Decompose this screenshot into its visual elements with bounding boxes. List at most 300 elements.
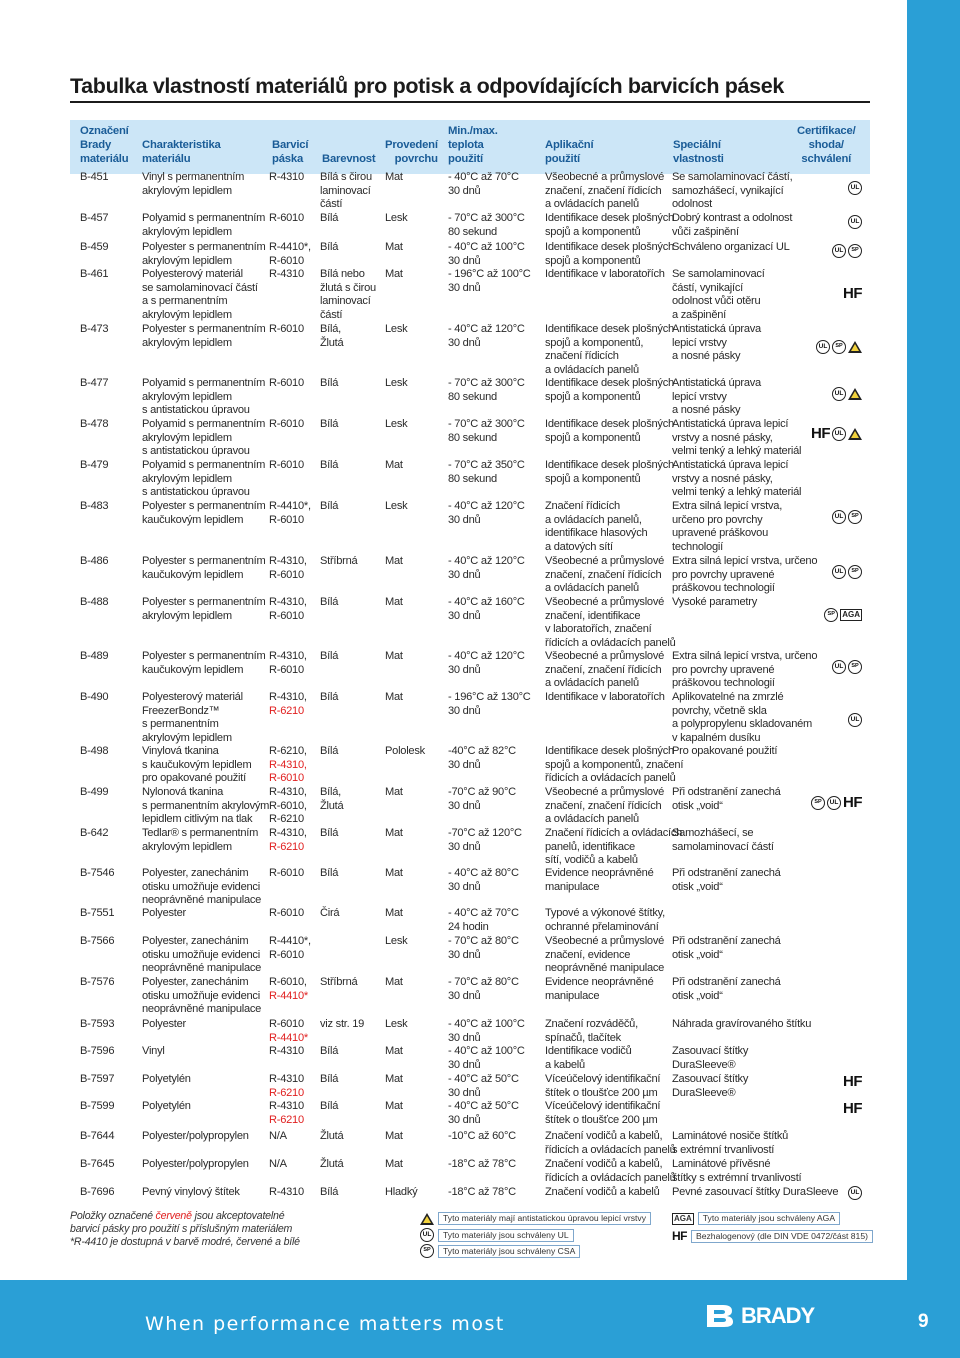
- finish-value: Mat: [385, 241, 403, 253]
- color-value: Žlutá: [320, 1130, 344, 1142]
- ribbon-cell: [269, 500, 311, 527]
- temperature-range: - 70°C až 350°C 80 sekund: [448, 459, 525, 485]
- color-value: Bílá nebo žlutá s čirou laminovací částí: [320, 268, 376, 321]
- material-code: B-498: [80, 745, 109, 757]
- special-properties: Extra silná lepicí vrstva, určeno pro povrchy upravené práškovou technologií: [672, 650, 818, 690]
- finish-value: Mat: [385, 827, 403, 839]
- color-value: Bílá: [320, 1186, 339, 1198]
- ul-icon: UL: [832, 244, 846, 258]
- temperature-range: -18°C až 78°C: [448, 1186, 516, 1198]
- finish-value: Mat: [385, 459, 403, 471]
- special-properties: Samozhášecí, se samolaminovací částí: [672, 827, 774, 853]
- application-text: Všeobecné a průmyslové značení, značení řídicích a ovládacích panelů: [545, 171, 665, 211]
- page-title: Tabulka vlastností materiálů pro potisk a odpovídajících barvicích pásek: [70, 74, 784, 98]
- material-description: Polyetylén: [142, 1073, 191, 1085]
- application-text: Všeobecné a průmyslové značení, značení řídicích a ovládacích panelů: [545, 650, 665, 690]
- header-special: Speciální vlastnosti: [673, 139, 724, 165]
- legend-hf: [672, 1228, 873, 1244]
- special-properties: Extra silná lepicí vrstva, určeno pro povrchy upravené práškovou technologií: [672, 555, 818, 595]
- ribbon-cell: [269, 323, 304, 337]
- color-value: Bílá, Žlutá: [320, 786, 344, 812]
- certification-icons: [811, 426, 862, 442]
- temperature-range: - 40°C až 120°C 30 dnů: [448, 650, 525, 676]
- special-properties: Schváleno organizací UL: [672, 241, 790, 253]
- footnote-line3: *R-4410 je dostupná v barvě modré, červené a bílé: [70, 1236, 300, 1249]
- application-text: Identifikace desek plošných spojů a komponentů: [545, 377, 674, 403]
- finish-value: Mat: [385, 1130, 403, 1142]
- application-text: Značení vodičů a kabelů: [545, 1186, 660, 1198]
- finish-value: Lesk: [385, 935, 408, 947]
- header-characteristics: Charakteristika materiálu: [142, 139, 221, 165]
- ribbon-cell: [269, 907, 304, 921]
- slogan: When performance matters most: [145, 1313, 505, 1335]
- material-code: B-451: [80, 171, 109, 183]
- certification-icons: [811, 795, 862, 811]
- ribbon-cell: [269, 377, 304, 391]
- material-code: B-7566: [80, 935, 115, 947]
- material-description: Nylonová tkanina s permanentním akrylovým lepidlem citlivým na tlak: [142, 786, 270, 826]
- legend-aga: [672, 1212, 840, 1225]
- ribbon-value: N/A: [269, 1130, 287, 1142]
- temperature-range: - 70°C až 300°C 80 sekund: [448, 377, 525, 403]
- color-value: Bílá: [320, 1100, 339, 1112]
- material-description: Polyester s permanentním kaučukovým lepidlem: [142, 500, 266, 526]
- material-description: Polyester s permanentním akrylovým lepidlem: [142, 596, 266, 622]
- color-value: Bílá: [320, 867, 339, 879]
- ribbon-value: R-4310,: [269, 691, 307, 703]
- ribbon-cell: [269, 1100, 304, 1127]
- certification-icons: [824, 608, 862, 622]
- ribbon-value: R-6010: [269, 323, 304, 335]
- special-properties: Se samolaminovací částí, vynikající odolnost vůči otěru a zašpinění: [672, 268, 765, 321]
- application-text: Identifikace desek plošných spojů a komponentů: [545, 241, 674, 267]
- side-accent-bar: [907, 0, 960, 1280]
- color-value: viz str. 19: [320, 1018, 365, 1030]
- special-properties: Při odstranění zanechá otisk „void“: [672, 786, 781, 812]
- footnote: [70, 1210, 300, 1250]
- material-description: Polyesterový materiál se samolaminovací částí a s permanentním akrylovým lepidlem: [142, 268, 258, 321]
- finish-value: Lesk: [385, 418, 408, 430]
- temperature-range: - 40°C až 50°C 30 dnů: [448, 1100, 519, 1126]
- color-value: Bílá: [320, 650, 339, 662]
- legend-esd: [420, 1212, 651, 1225]
- application-text: Všeobecné a průmyslové značení, evidence neoprávněné manipulace: [545, 935, 665, 975]
- finish-value: Mat: [385, 555, 403, 567]
- ul-icon: UL: [848, 713, 862, 727]
- ribbon-value: R-4310, R-6010, R-6210: [269, 786, 307, 826]
- ul-icon: UL: [832, 565, 846, 579]
- finish-value: Mat: [385, 1158, 403, 1170]
- material-code: B-486: [80, 555, 109, 567]
- application-text: Evidence neoprávněné manipulace: [545, 976, 654, 1002]
- certification-icons: [848, 181, 862, 195]
- material-code: B-7645: [80, 1158, 115, 1170]
- finish-value: Mat: [385, 1100, 403, 1112]
- application-text: Identifikace v laboratořích: [545, 691, 665, 703]
- material-code: B-473: [80, 323, 109, 335]
- hf-icon: HF: [843, 794, 862, 811]
- temperature-range: - 40°C až 50°C 30 dnů: [448, 1073, 519, 1099]
- finish-value: Mat: [385, 867, 403, 879]
- finish-value: Mat: [385, 650, 403, 662]
- footnote-line2: barvicí pásky pro použití s příslušným materiálem: [70, 1223, 293, 1236]
- hf-icon: HF: [672, 1229, 687, 1243]
- material-code: B-478: [80, 418, 109, 430]
- ribbon-cell: [269, 935, 311, 962]
- finish-value: Lesk: [385, 500, 408, 512]
- certification-icons: [832, 244, 862, 258]
- finish-value: Mat: [385, 691, 403, 703]
- material-code: B-7597: [80, 1073, 115, 1085]
- csa-icon: SP: [848, 660, 862, 674]
- finish-value: Lesk: [385, 1018, 408, 1030]
- legend-ul: [420, 1228, 574, 1242]
- footnote-line1c: jsou akceptovatelné: [191, 1210, 285, 1222]
- color-value: Bílá, Žlutá: [320, 323, 344, 349]
- application-text: Značení vodičů a kabelů, řídicích a ovládacích panelů: [545, 1158, 676, 1184]
- temperature-range: - 40°C až 70°C 24 hodin: [448, 907, 519, 933]
- material-description: Tedlar® s permanentním akrylovým lepidlem: [142, 827, 259, 853]
- ribbon-cell: [269, 1158, 287, 1172]
- header-finish: Provedení povrchu: [385, 139, 438, 165]
- finish-value: Hladký: [385, 1186, 418, 1198]
- ribbon-cell: [269, 691, 307, 718]
- certification-icons: [848, 215, 862, 229]
- ribbon-cell: [269, 1045, 304, 1059]
- material-code: B-461: [80, 268, 109, 280]
- ribbon-cell: [269, 976, 308, 1003]
- color-value: Bílá: [320, 827, 339, 839]
- ribbon-value: R-6010: [269, 418, 304, 430]
- material-description: Polyester: [142, 907, 186, 919]
- temperature-range: - 70°C až 80°C 30 dnů: [448, 976, 519, 1002]
- legend-ul-text: Tyto materiály jsou schváleny UL: [438, 1229, 574, 1242]
- color-value: Bílá: [320, 1045, 339, 1057]
- ribbon-value-acceptable: R-4310, R-6010: [269, 758, 307, 785]
- material-description: Polyester: [142, 1018, 186, 1030]
- material-code: B-7596: [80, 1045, 115, 1057]
- temperature-range: - 40°C až 160°C 30 dnů: [448, 596, 525, 622]
- ribbon-value: R-4310: [269, 1100, 304, 1112]
- color-value: Stříbrná: [320, 976, 358, 988]
- material-description: Polyester s permanentním akrylovým lepidlem: [142, 323, 266, 349]
- legend-esd-text: Tyto materiály mají antistatickou úpravou lepicí vrstvy: [438, 1212, 651, 1225]
- header-certification: Certifikace/ shoda/ schválení: [797, 125, 856, 165]
- material-description: Polyester/polypropylen: [142, 1158, 249, 1170]
- hf-icon: HF: [843, 1100, 862, 1117]
- ribbon-value: R-6010: [269, 1018, 304, 1030]
- ribbon-cell: [269, 241, 311, 268]
- ribbon-value-acceptable: R-4410*: [269, 1031, 308, 1044]
- application-text: Identifikace desek plošných spojů a komponentů: [545, 459, 674, 485]
- brand-name: BRADY: [741, 1303, 815, 1328]
- page-number: 9: [918, 1311, 929, 1332]
- ul-icon: UL: [832, 510, 846, 524]
- material-description: Polyamid s permanentním akrylovým lepidlem s antistatickou úpravou: [142, 377, 266, 417]
- color-value: Bílá: [320, 691, 339, 703]
- temperature-range: - 40°C až 80°C 30 dnů: [448, 867, 519, 893]
- finish-value: Mat: [385, 596, 403, 608]
- color-value: Bílá s čirou laminovací částí: [320, 171, 372, 211]
- brady-logo: [705, 1303, 814, 1329]
- color-value: Bílá: [320, 212, 339, 224]
- header-application: Aplikační použití: [545, 139, 594, 165]
- special-properties: Antistatická úprava lepicí vrstvy a nosné pásky, velmi tenký a lehký materiál: [672, 459, 802, 499]
- special-properties: Při odstranění zanechá otisk „void“: [672, 976, 781, 1002]
- csa-icon: SP: [832, 340, 846, 354]
- temperature-range: - 40°C až 70°C 30 dnů: [448, 171, 519, 197]
- material-description: Polyetylén: [142, 1100, 191, 1112]
- finish-value: Mat: [385, 976, 403, 988]
- application-text: Značení rozváděčů, spínačů, tlačítek: [545, 1018, 638, 1044]
- ribbon-cell: [269, 650, 307, 677]
- ribbon-value-acceptable: R-6210: [269, 1113, 304, 1126]
- special-properties: Pevné zasouvací štítky DuraSleeve: [672, 1186, 839, 1198]
- color-value: Bílá: [320, 418, 339, 430]
- certification-icons: [832, 565, 862, 579]
- material-description: Polyamid s permanentním akrylovým lepidlem s antistatickou úpravou: [142, 459, 266, 499]
- application-text: Identifikace v laboratořích: [545, 268, 665, 280]
- ribbon-value: N/A: [269, 1158, 287, 1170]
- color-value: Žlutá: [320, 1158, 344, 1170]
- ribbon-cell: [269, 212, 304, 226]
- ribbon-cell: [269, 745, 307, 786]
- ribbon-value: R-4310: [269, 171, 304, 183]
- temperature-range: -10°C až 60°C: [448, 1130, 516, 1142]
- ul-icon: UL: [816, 340, 830, 354]
- ribbon-value: R-4310: [269, 268, 304, 280]
- application-text: Identifikace desek plošných spojů a komponentů, značení řídicích a ovládacích panelů: [545, 745, 684, 785]
- ribbon-value: R-4310: [269, 1073, 304, 1085]
- material-code: B-488: [80, 596, 109, 608]
- header-code: Označení Brady materiálu: [80, 125, 129, 165]
- special-properties: Antistatická úprava lepicí vrstvy a nosné pásky: [672, 377, 761, 417]
- color-value: Bílá: [320, 745, 339, 757]
- ul-icon: UL: [832, 427, 846, 441]
- application-text: Víceúčelový identifikační štítek o tloušťce 200 µm: [545, 1100, 661, 1126]
- ribbon-cell: [269, 555, 307, 582]
- ribbon-value: R-6010: [269, 212, 304, 224]
- ribbon-cell: [269, 867, 304, 881]
- csa-icon: SP: [848, 510, 862, 524]
- footnote-line1a: Položky označené: [70, 1210, 156, 1222]
- special-properties: Laminátové nosiče štítků s extrémní trvanlivostí: [672, 1130, 789, 1156]
- finish-value: Mat: [385, 786, 403, 798]
- application-text: Identifikace desek plošných spojů a komponentů: [545, 418, 674, 444]
- ribbon-value: R-6210,: [269, 745, 307, 757]
- csa-icon: SP: [848, 565, 862, 579]
- ul-icon: UL: [832, 660, 846, 674]
- special-properties: Antistatická úprava lepicí vrstvy a nosné pásky: [672, 323, 761, 363]
- temperature-range: - 70°C až 80°C 30 dnů: [448, 935, 519, 961]
- ribbon-value: R-4410*, R-6010: [269, 241, 311, 267]
- ribbon-value-acceptable: R-6210: [269, 704, 304, 717]
- hf-icon: HF: [843, 285, 862, 302]
- legend-hf-text: Bezhalogenový (dle DIN VDE 0472/část 815): [691, 1230, 873, 1243]
- header-ribbon: Barvicí páska: [272, 139, 309, 165]
- material-code: B-479: [80, 459, 109, 471]
- ribbon-value: R-4310, R-6010: [269, 555, 307, 581]
- finish-value: Mat: [385, 907, 403, 919]
- special-properties: Při odstranění zanechá otisk „void“: [672, 867, 781, 893]
- temperature-range: - 196°C až 130°C 30 dnů: [448, 691, 531, 717]
- material-code: B-490: [80, 691, 109, 703]
- special-properties: Zasouvací štítky DuraSleeve®: [672, 1045, 749, 1071]
- application-text: Všeobecné a průmyslové značení, značení řídicích a ovládacích panelů: [545, 555, 665, 595]
- hf-icon: HF: [811, 425, 830, 442]
- temperature-range: -70°C až 90°C 30 dnů: [448, 786, 516, 812]
- ribbon-cell: [269, 827, 307, 854]
- special-properties: Vysoké parametry: [672, 596, 757, 608]
- application-text: Značení vodičů a kabelů, řídicích a ovládacích panelů: [545, 1130, 676, 1156]
- esd-icon: [848, 341, 862, 353]
- hf-icon: HF: [843, 1073, 862, 1090]
- material-code: B-642: [80, 827, 109, 839]
- material-code: B-477: [80, 377, 109, 389]
- material-code: B-7696: [80, 1186, 115, 1198]
- ribbon-value: R-6010: [269, 377, 304, 389]
- csa-icon: SP: [811, 796, 825, 810]
- ribbon-value: R-6010,: [269, 976, 307, 988]
- temperature-range: - 40°C až 100°C 30 dnů: [448, 1018, 525, 1044]
- material-code: B-7546: [80, 867, 115, 879]
- application-text: Značení řídicích a ovládacích panelů, identifikace hlasových a datových sítí: [545, 500, 648, 553]
- certification-icons: [832, 660, 862, 674]
- ribbon-value: R-4410*, R-6010: [269, 935, 311, 961]
- material-code: B-7593: [80, 1018, 115, 1030]
- ribbon-cell: [269, 1186, 304, 1200]
- aga-icon: AGA: [674, 1213, 692, 1223]
- material-description: Polyamid s permanentním akrylovým lepidlem s antistatickou úpravou: [142, 418, 266, 458]
- aga-icon: AGA: [842, 610, 860, 619]
- material-code: B-489: [80, 650, 109, 662]
- temperature-range: - 70°C až 300°C 80 sekund: [448, 418, 525, 444]
- application-text: Identifikace desek plošných spojů a komponentů: [545, 212, 674, 238]
- ribbon-value-acceptable: R-6210: [269, 840, 304, 853]
- esd-icon: [848, 428, 862, 440]
- special-properties: Pro opakované použití: [672, 745, 778, 757]
- csa-icon: SP: [848, 244, 862, 258]
- esd-icon: [420, 1213, 434, 1225]
- certification-icons: [832, 387, 862, 401]
- ribbon-value: R-4410*, R-6010: [269, 500, 311, 526]
- ul-icon: UL: [832, 387, 846, 401]
- temperature-range: -18°C až 78°C: [448, 1158, 516, 1170]
- ribbon-cell: [269, 459, 304, 473]
- finish-value: Lesk: [385, 377, 408, 389]
- ribbon-value-acceptable: R-4410*: [269, 989, 308, 1002]
- material-code: B-7599: [80, 1100, 115, 1112]
- ribbon-cell: [269, 1018, 308, 1045]
- ul-icon: UL: [848, 215, 862, 229]
- special-properties: Dobrý kontrast a odolnost vůči zašpinění: [672, 212, 793, 238]
- certification-icons: [832, 510, 862, 524]
- special-properties: Extra silná lepicí vrstva, určeno pro povrchy upravené práškovou technologií: [672, 500, 783, 553]
- finish-value: Mat: [385, 268, 403, 280]
- color-value: Stříbrná: [320, 555, 358, 567]
- title-rule: [70, 101, 870, 103]
- temperature-range: - 40°C až 120°C 30 dnů: [448, 500, 525, 526]
- ribbon-value: R-4310,: [269, 827, 307, 839]
- temperature-range: - 40°C až 120°C 30 dnů: [448, 323, 525, 349]
- application-text: Všeobecné a průmyslové značení, identifikace v laboratořích, značení řídicích a ovládacích panelů: [545, 596, 676, 649]
- application-text: Víceúčelový identifikační štítek o tloušťce 200 µm: [545, 1073, 661, 1099]
- brady-b-icon: [705, 1303, 735, 1329]
- footnote-red-word: červeně: [155, 1210, 192, 1222]
- material-description: Vinylová tkanina s kaučukovým lepidlem pro opakované použití: [142, 745, 252, 785]
- material-code: B-459: [80, 241, 109, 253]
- material-code: B-499: [80, 786, 109, 798]
- ribbon-cell: [269, 596, 307, 623]
- ribbon-value: R-6010: [269, 459, 304, 471]
- csa-icon: SP: [824, 608, 838, 622]
- ribbon-cell: [269, 1073, 304, 1100]
- material-description: Polyester/polypropylen: [142, 1130, 249, 1142]
- ribbon-value-acceptable: R-6210: [269, 1086, 304, 1099]
- special-properties: Při odstranění zanechá otisk „void“: [672, 935, 781, 961]
- csa-icon: SP: [420, 1244, 434, 1258]
- special-properties: Aplikovatelné na zmrzlé povrchy, včetně skla a polypropylenu skladovaném v kapalném dusíku: [672, 691, 813, 744]
- certification-icons: [843, 1101, 862, 1117]
- material-description: Polyester s permanentním kaučukovým lepidlem: [142, 555, 266, 581]
- application-text: Typové a výkonové štítky, ochranné přelaminování: [545, 907, 665, 933]
- ul-icon: UL: [848, 1186, 862, 1200]
- application-text: Všeobecné a průmyslové značení, značení řídicích a ovládacích panelů: [545, 786, 665, 826]
- ribbon-cell: [269, 786, 307, 827]
- ul-icon: UL: [848, 181, 862, 195]
- temperature-range: - 40°C až 100°C 30 dnů: [448, 1045, 525, 1071]
- finish-value: Mat: [385, 171, 403, 183]
- certification-icons: [843, 1074, 862, 1090]
- ribbon-value: R-6010: [269, 907, 304, 919]
- material-description: Vinyl s permanentním akrylovým lepidlem: [142, 171, 245, 197]
- finish-value: Mat: [385, 1073, 403, 1085]
- certification-icons: [848, 1186, 862, 1200]
- material-description: Polyester s permanentním kaučukovým lepidlem: [142, 650, 266, 676]
- material-description: Polyamid s permanentním akrylovým lepidlem: [142, 212, 266, 238]
- finish-value: Lesk: [385, 212, 408, 224]
- temperature-range: - 40°C až 120°C 30 dnů: [448, 555, 525, 581]
- finish-value: Mat: [385, 1045, 403, 1057]
- color-value: Bílá: [320, 377, 339, 389]
- temperature-range: - 196°C až 100°C 30 dnů: [448, 268, 531, 294]
- legend-csa-text: Tyto materiály jsou schváleny CSA: [438, 1245, 580, 1258]
- legend-aga-text: Tyto materiály jsou schváleny AGA: [698, 1212, 840, 1225]
- ribbon-value: R-4310: [269, 1186, 304, 1198]
- color-value: Bílá: [320, 1073, 339, 1085]
- ribbon-cell: [269, 418, 304, 432]
- certification-icons: [816, 340, 862, 354]
- special-properties: Laminátové přívěsné štítky s extrémní trvanlivostí: [672, 1158, 802, 1184]
- ribbon-value: R-4310: [269, 1045, 304, 1057]
- ribbon-value: R-4310, R-6010: [269, 650, 307, 676]
- ribbon-cell: [269, 171, 304, 185]
- ribbon-cell: [269, 1130, 287, 1144]
- color-value: Bílá: [320, 241, 339, 253]
- esd-icon: [848, 388, 862, 400]
- material-description: Polyester, zanechánim otisku umožňuje evidenci neoprávněné manipulace: [142, 976, 262, 1016]
- temperature-range: - 70°C až 300°C 80 sekund: [448, 212, 525, 238]
- ribbon-value: R-4310, R-6010: [269, 596, 307, 622]
- material-description: Polyesterový materiál FreezerBondz™ s permanentním akrylovým lepidlem: [142, 691, 243, 744]
- special-properties: Náhrada gravírovaného štítku: [672, 1018, 812, 1030]
- application-text: Evidence neoprávněné manipulace: [545, 867, 654, 893]
- ul-icon: UL: [420, 1228, 434, 1242]
- temperature-range: -40°C až 82°C 30 dnů: [448, 745, 516, 771]
- temperature-range: - 40°C až 100°C 30 dnů: [448, 241, 525, 267]
- application-text: Identifikace vodičů a kabelů: [545, 1045, 632, 1071]
- application-text: Značení řídicích a ovládacích panelů, identifikace sítí, vodičů a kabelů: [545, 827, 683, 867]
